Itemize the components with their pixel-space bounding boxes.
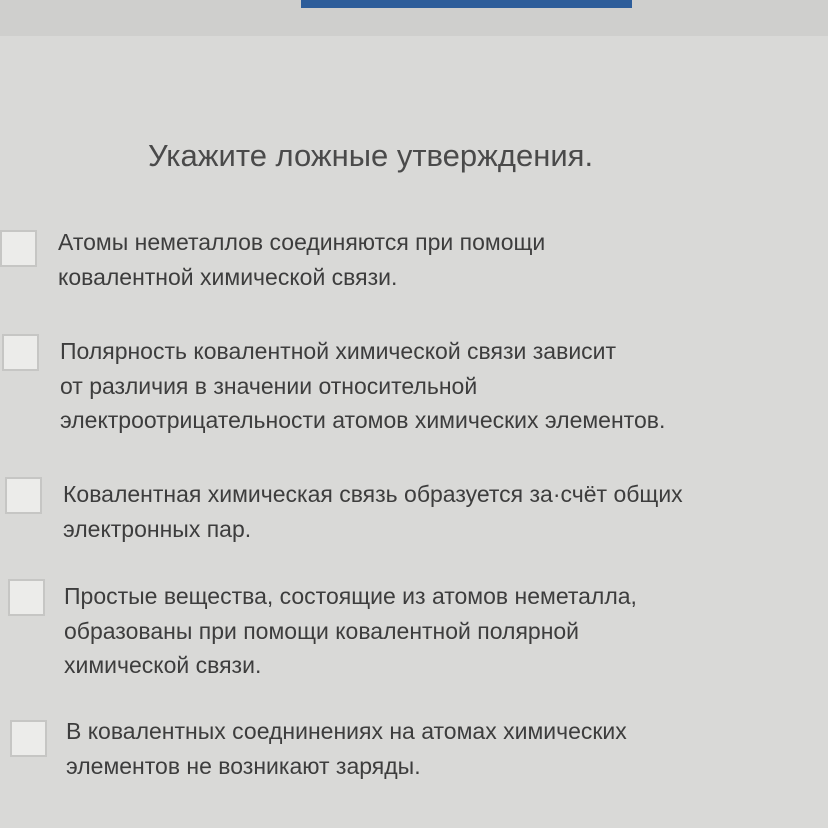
top-bar (0, 0, 828, 36)
option-1-checkbox[interactable] (0, 230, 37, 267)
option-4-checkbox[interactable] (8, 579, 45, 616)
option-5-label: В ковалентных соеднинениях на атомах химических элементов не возникают заряды. (66, 718, 627, 779)
option-3-label: Ковалентная химическая связь образуется за·счёт общих электронных пар. (63, 481, 683, 542)
option-1-label: Атомы неметаллов соединяются при помощи ковалентной химической связи. (58, 229, 546, 290)
option-2-label: Полярность ковалентной химической связи зависит от различия в значении относительной электроотрицательности атомов химических элементов. (60, 338, 666, 433)
question-title: Укажите ложные утверждения. (148, 138, 594, 173)
header-accent-tab[interactable] (301, 0, 632, 8)
option-4-label: Простые вещества, состоящие из атомов неметалла, образованы при помощи ковалентной полярной химической связи. (64, 583, 637, 678)
option-2-checkbox[interactable] (2, 334, 39, 371)
option-5-checkbox[interactable] (10, 720, 47, 757)
option-3-checkbox[interactable] (5, 477, 42, 514)
